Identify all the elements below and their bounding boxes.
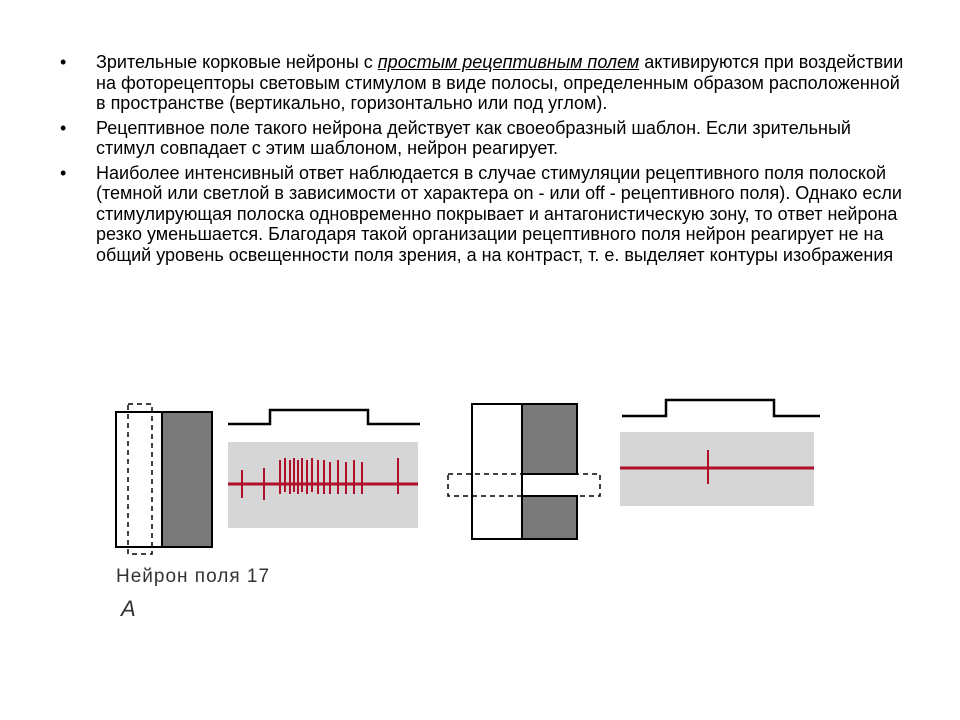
bullet-3-text: Наиболее интенсивный ответ наблюдается в случае стимуляции рецептивного поля полоской (темной или светлой в зависимости от характера on - или off - рецептивного поля). Однако если стимулирующая полоска одновременно покрывает и антагонистическую зону, то ответ нейрона резко уменьшается. Благодаря такой организации рецептивного поля нейрон реагирует не на общий уровень освещенности поля зрения, а на контраст, т. е. выделяет контуры изображения bbox=[96, 162, 902, 265]
figure-letter: А bbox=[121, 596, 136, 621]
off-zone-top bbox=[522, 404, 577, 474]
off-zone-bottom bbox=[522, 496, 577, 539]
stimulus-trace-right bbox=[622, 400, 820, 416]
simple-receptive-field-link[interactable]: простым рецептивным полем bbox=[377, 52, 640, 72]
left-recording bbox=[228, 442, 418, 528]
left-receptive-field bbox=[116, 404, 212, 554]
stimulus-bar-horizontal bbox=[448, 474, 600, 496]
figure-caption: Нейрон поля 17 bbox=[116, 566, 271, 587]
bullet-dot-icon: • bbox=[60, 117, 67, 138]
on-zone-right bbox=[472, 404, 522, 539]
bullet-2-text: Рецептивное поле такого нейрона действует как своеобразный шаблон. Если зрительный стимул совпадает с этим шаблоном, нейрон реагирует. bbox=[96, 117, 851, 158]
bullet-dot-icon: • bbox=[60, 52, 67, 72]
on-zone bbox=[116, 412, 162, 547]
right-receptive-field bbox=[448, 404, 600, 539]
bullet-1-post: активируются при воздействии на фоторецепторы световым стимулом в виде полосы, определенным образом расположенной в пространстве (вертикально, горизонтально или под углом). bbox=[96, 52, 904, 113]
stimulus-trace-left bbox=[228, 410, 420, 424]
right-recording bbox=[620, 432, 814, 506]
bullet-dot-icon: • bbox=[60, 162, 67, 183]
bullet-1-pre: Зрительные корковые нейроны с bbox=[96, 52, 378, 72]
off-zone bbox=[162, 412, 212, 547]
